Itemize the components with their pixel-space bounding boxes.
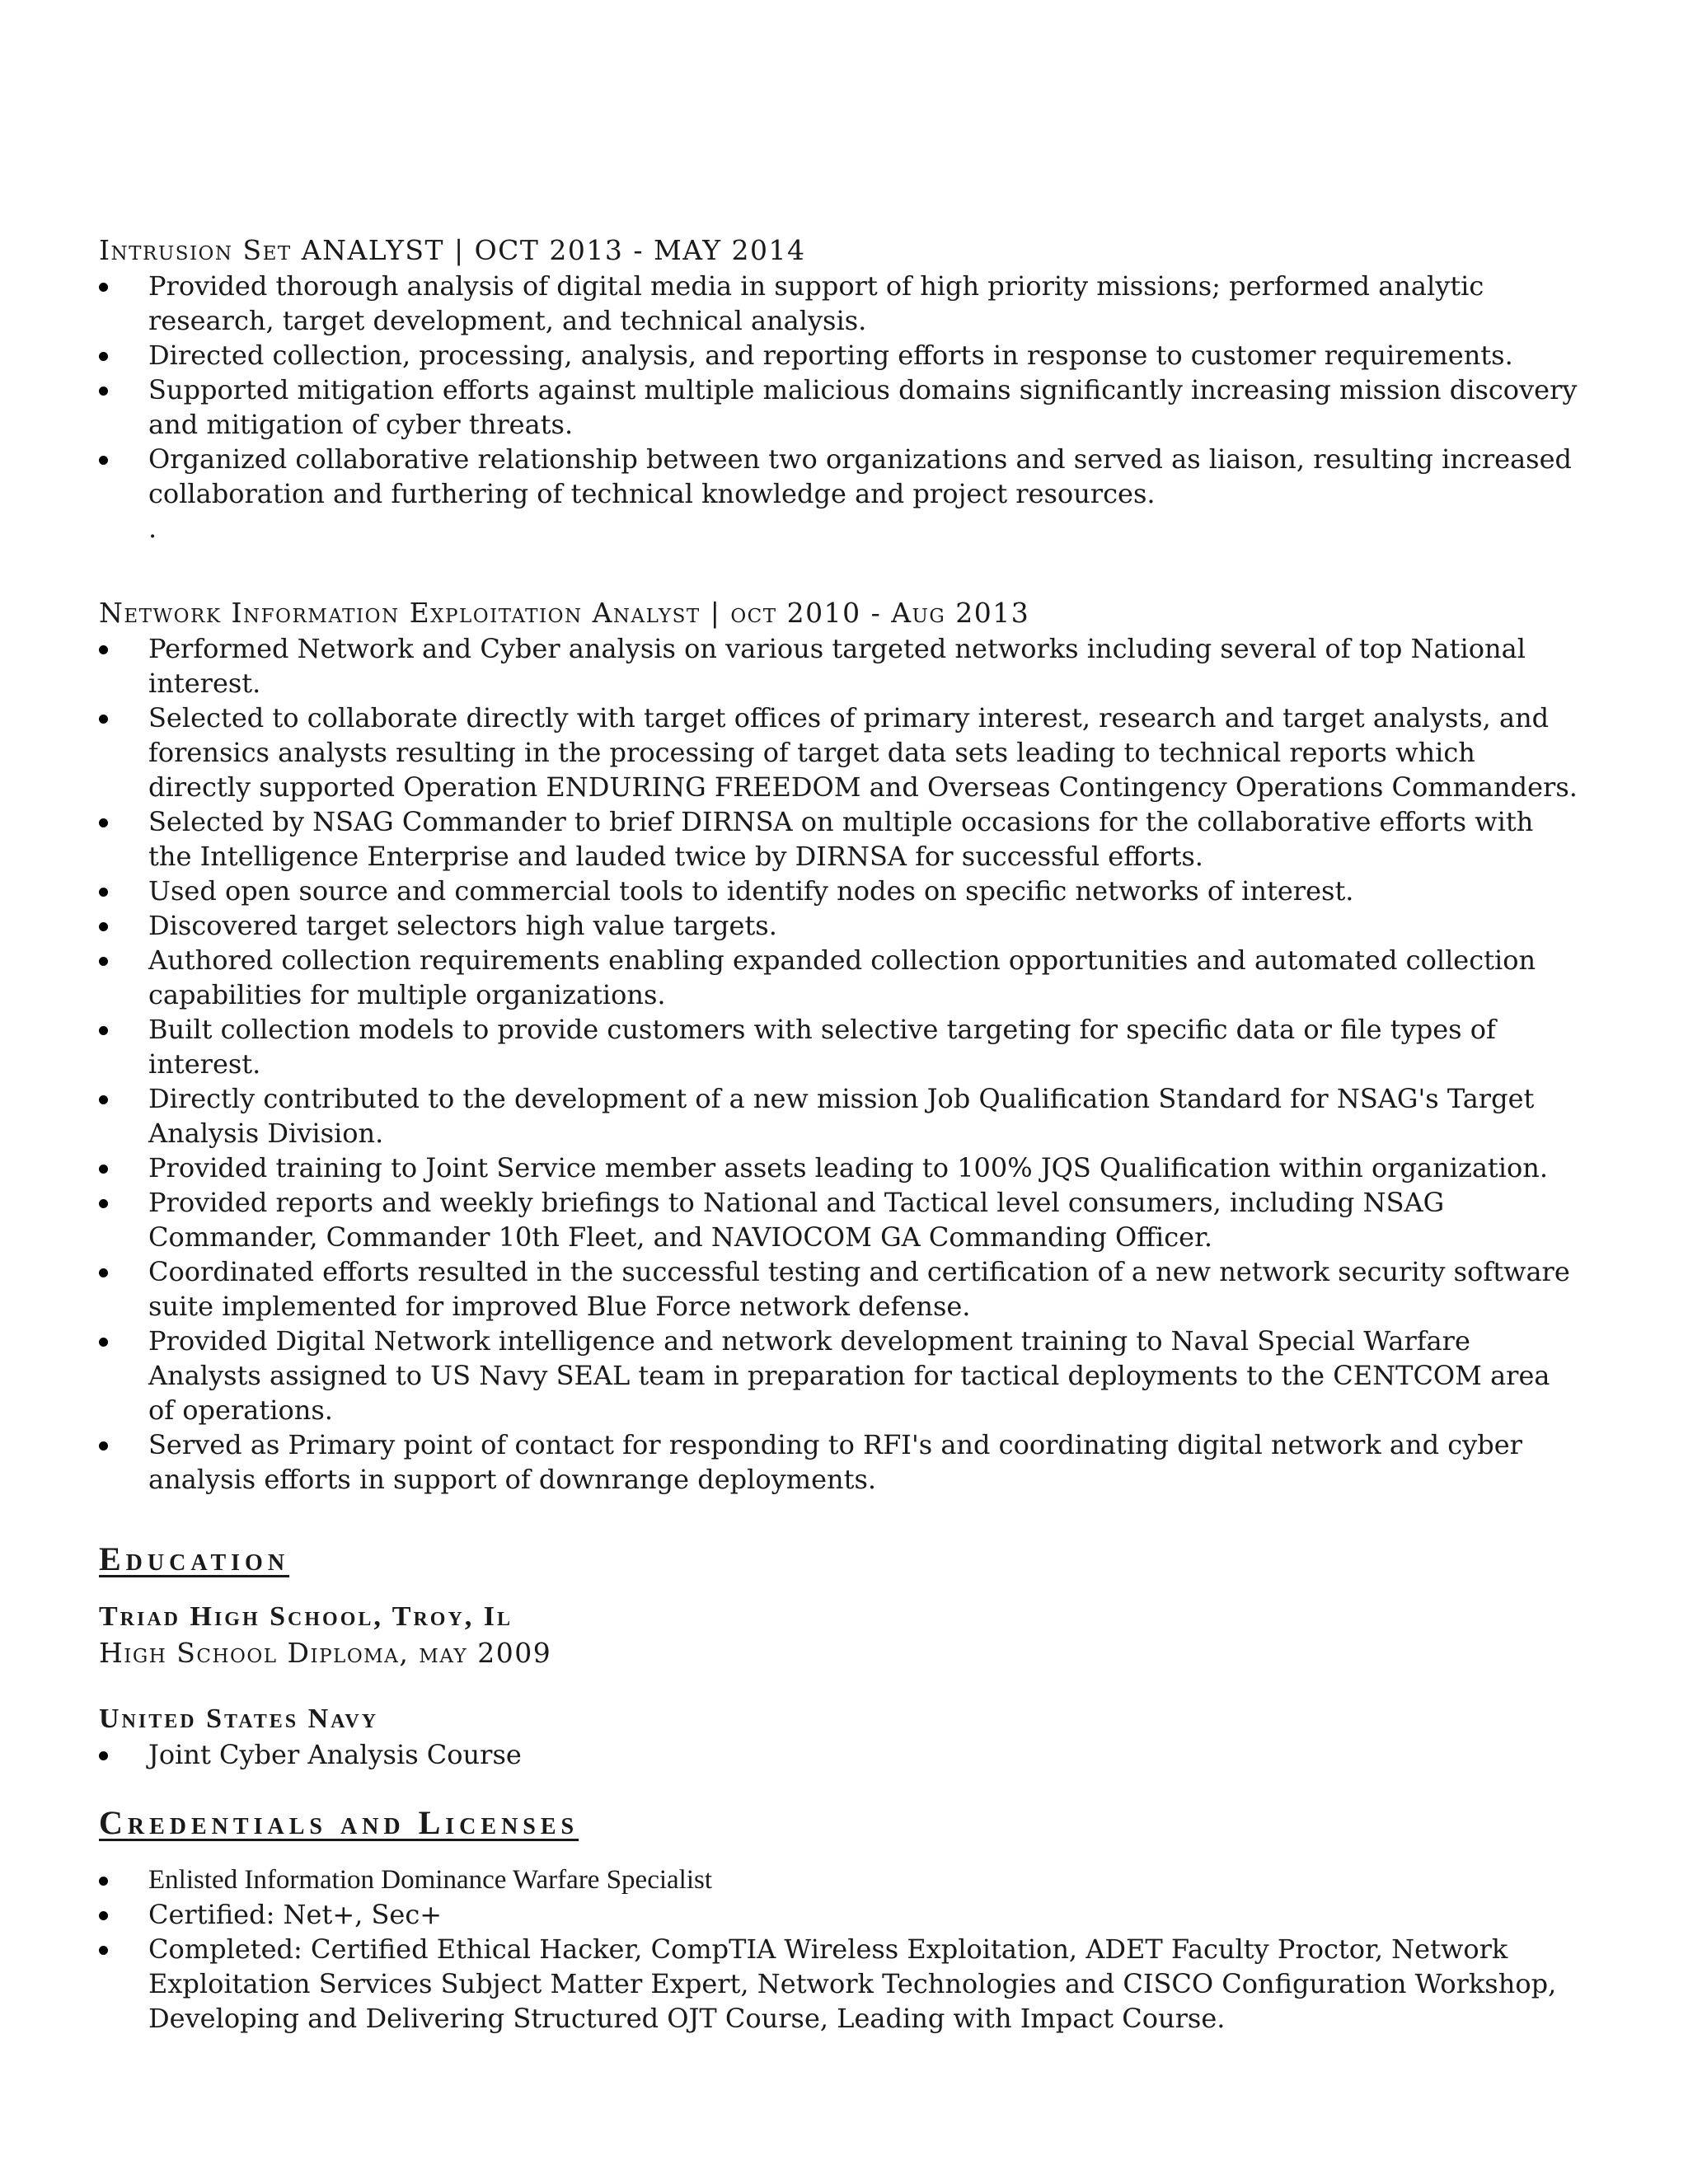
- credential-bullet: Completed: Certified Ethical Hacker, CompTIA Wireless Exploitation, ADET Faculty Proctor, Network Exploitation Services Subject Matter Expert, Network Technologies and CISCO Configuration Workshop, Developing and Delivering Structured OJT Course, Leading with Impact Course.: [99, 1932, 1582, 2036]
- resume-page: [99, 232, 1582, 2036]
- school-name: United States Navy: [99, 1704, 379, 1734]
- job-bullet: Used open source and commercial tools to identify nodes on specific networks of interest.: [99, 874, 1582, 908]
- job-network-information-exploitation-analyst: [99, 595, 1582, 1497]
- job-bullet: Provided Digital Network intelligence and network development training to Naval Special Warfare Analysts assigned to US Navy SEAL team in preparation for tactical deployments to the CENTCOM area of operations.: [99, 1324, 1582, 1427]
- credentials-section: [99, 1802, 1582, 2036]
- degree: High School Diploma, may 2009: [99, 1637, 552, 1669]
- job-bullet: Supported mitigation efforts against multiple malicious domains significantly increasing mission discovery and mitigation of cyber threats.: [99, 373, 1582, 442]
- job-bullet: Provided training to Joint Service member assets leading to 100% JQS Qualification within organization.: [99, 1151, 1582, 1185]
- job-bullet: Performed Network and Cyber analysis on various targeted networks including several of top National interest.: [99, 631, 1582, 701]
- section-heading-credentials: Credentials and Licenses: [99, 1804, 579, 1841]
- section-heading-education: Education: [99, 1540, 290, 1577]
- job-bullet: Organized collaborative relationship between two organizations and served as liaison, resulting increased collaboration and furthering of technical knowledge and project resources.: [99, 442, 1582, 511]
- job-bullet: Directed collection, processing, analysis, and reporting efforts in response to customer requirements.: [99, 338, 1582, 373]
- credential-bullet: Enlisted Information Dominance Warfare Specialist: [99, 1863, 1582, 1897]
- job-bullet: Built collection models to provide customers with selective targeting for specific data or file types of interest.: [99, 1012, 1582, 1081]
- job-bullet: Provided thorough analysis of digital media in support of high priority missions; performed analytic research, target development, and technical analysis.: [99, 269, 1582, 338]
- school-name: Triad High School, Troy, Il: [99, 1601, 513, 1632]
- education-bullet: Joint Cyber Analysis Course: [99, 1737, 1582, 1772]
- job-bullet: Provided reports and weekly briefings to National and Tactical level consumers, including NSAG Commander, Commander 10th Fleet, and NAVIOCOM GA Commanding Officer.: [99, 1185, 1582, 1254]
- job-bullet: Authored collection requirements enabling expanded collection opportunities and automated collection capabilities for multiple organizations.: [99, 943, 1582, 1012]
- job-bullet-list: [99, 269, 1582, 511]
- job-bullet: Selected by NSAG Commander to brief DIRNSA on multiple occasions for the collaborative efforts with the Intelligence Enterprise and lauded twice by DIRNSA for successful efforts.: [99, 804, 1582, 874]
- credential-bullet: Certified: Net+, Sec+: [99, 1897, 1582, 1932]
- job-bullet: Discovered target selectors high value targets.: [99, 908, 1582, 943]
- job-title: Network Information Exploitation Analyst | oct 2010 - Aug 2013: [99, 597, 1030, 629]
- credentials-bullet-list: [99, 1863, 1582, 2036]
- stray-period: .: [148, 513, 157, 544]
- education-bullet-list: [99, 1737, 1582, 1772]
- job-bullet: Served as Primary point of contact for responding to RFI's and coordinating digital network and cyber analysis efforts in support of downrange deployments.: [99, 1427, 1582, 1497]
- education-section: [99, 1538, 1582, 1772]
- job-intrusion-set-analyst: [99, 232, 1582, 546]
- job-bullet-list: [99, 631, 1582, 1497]
- job-bullet: Directly contributed to the development of a new mission Job Qualification Standard for NSAG's Target Analysis Division.: [99, 1081, 1582, 1151]
- job-title: Intrusion Set ANALYST | OCT 2013 - MAY 2014: [99, 234, 806, 266]
- job-bullet: Selected to collaborate directly with target offices of primary interest, research and target analysts, and forensics analysts resulting in the processing of target data sets leading to technical reports which directly supported Operation ENDURING FREEDOM and Overseas Contingency Operations Commanders.: [99, 701, 1582, 804]
- job-bullet: Coordinated efforts resulted in the successful testing and certification of a new network security software suite implemented for improved Blue Force network defense.: [99, 1254, 1582, 1324]
